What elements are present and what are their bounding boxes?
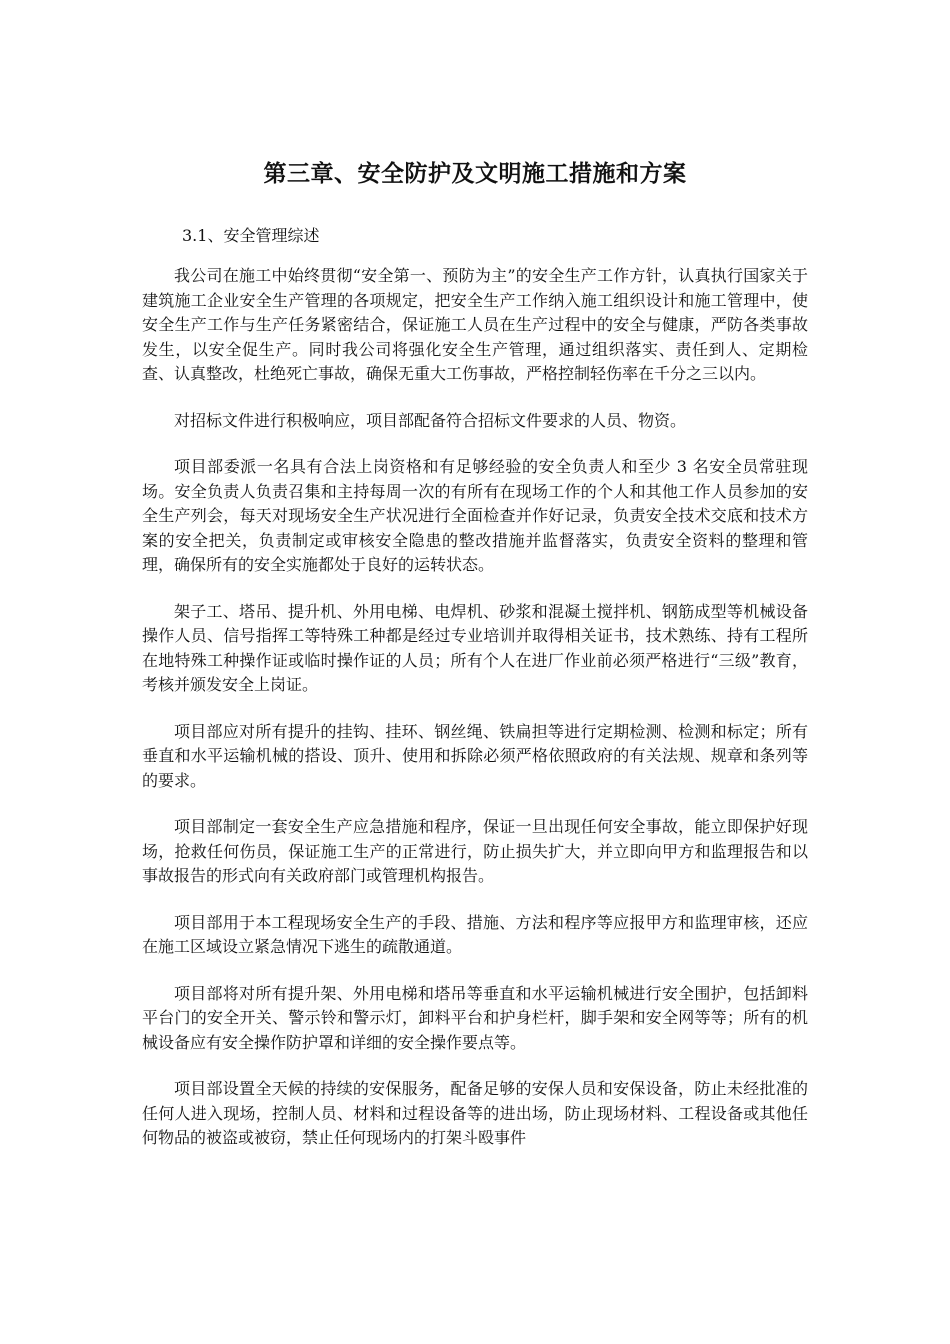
paragraph: 项目部将对所有提升架、外用电梯和塔吊等垂直和水平运输机械进行安全围护，包括卸料平台门的安全开关、警示铃和警示灯，卸料平台和护身栏杆，脚手架和安全网等等；所有的机械设备应有安全操作防护罩和详细的安全操作要点等。	[142, 983, 808, 1052]
paragraph: 对招标文件进行积极响应，项目部配备符合招标文件要求的人员、物资。	[174, 410, 687, 430]
document-body	[142, 264, 808, 1173]
paragraph: 项目部用于本工程现场安全生产的手段、措施、方法和程序等应报甲方和监理审核，还应在施工区域设立紧急情况下逃生的疏散通道。	[142, 912, 808, 956]
paragraph: 我公司在施工中始终贯彻“安全第一、预防为主”的安全生产工作方针，认真执行国家关于建筑施工企业安全生产管理的各项规定，把安全生产工作纳入施工组织设计和施工管理中，使安全生产工作与生产任务紧密结合，保证施工人员在生产过程中的安全与健康，严防各类事故发生，以安全促生产。同时我公司将强化安全生产管理，通过组织落实、责任到人、定期检查、认真整改，杜绝死亡事故，确保无重大工伤事故，严格控制轻伤率在千分之三以内。	[142, 266, 808, 383]
paragraph: 项目部委派一名具有合法上岗资格和有足够经验的安全负责人和至少 3 名安全员常驻现场。安全负责人负责召集和主持每周一次的有所有在现场工作的个人和其他工作人员参加的安全生产列会，每天对现场安全生产状况进行全面检查并作好记录，负责安全技术交底和技术方案的安全把关，负责制定或审核安全隐患的整改措施并监督落实，负责安全资料的整理和管理，确保所有的安全实施都处于良好的运转状态。	[142, 457, 808, 574]
paragraph: 项目部设置全天候的持续的安保服务，配备足够的安保人员和安保设备，防止未经批准的任何人进入现场，控制人员、材料和过程设备等的进出场，防止现场材料、工程设备或其他任何物品的被盗或被窃，禁止任何现场内的打架斗殴事件	[142, 1079, 808, 1147]
chapter-title: 第三章、安全防护及文明施工措施和方案	[263, 161, 687, 187]
paragraph: 项目部应对所有提升的挂钩、挂环、钢丝绳、铁扁担等进行定期检测、检测和标定；所有垂直和水平运输机械的搭设、顶升、使用和拆除必须严格依照政府的有关法规、规章和条列等的要求。	[142, 721, 808, 790]
section-heading: 3.1、安全管理综述	[182, 226, 320, 245]
paragraph: 架子工、塔吊、提升机、外用电梯、电焊机、砂浆和混凝土搅拌机、钢筋成型等机械设备操作人员、信号指挥工等特殊工种都是经过专业培训并取得相关证书，技术熟练、持有工程所在地特殊工种操作证或临时操作证的人员；所有个人在进厂作业前必须严格进行“三级”教育，考核并颁发安全上岗证。	[142, 601, 808, 694]
paragraph: 项目部制定一套安全生产应急措施和程序，保证一旦出现任何安全事故，能立即保护好现场，抢救任何伤员，保证施工生产的正常进行，防止损失扩大，并立即向甲方和监理报告和以事故报告的形式向有关政府部门或管理机构报告。	[142, 817, 808, 885]
